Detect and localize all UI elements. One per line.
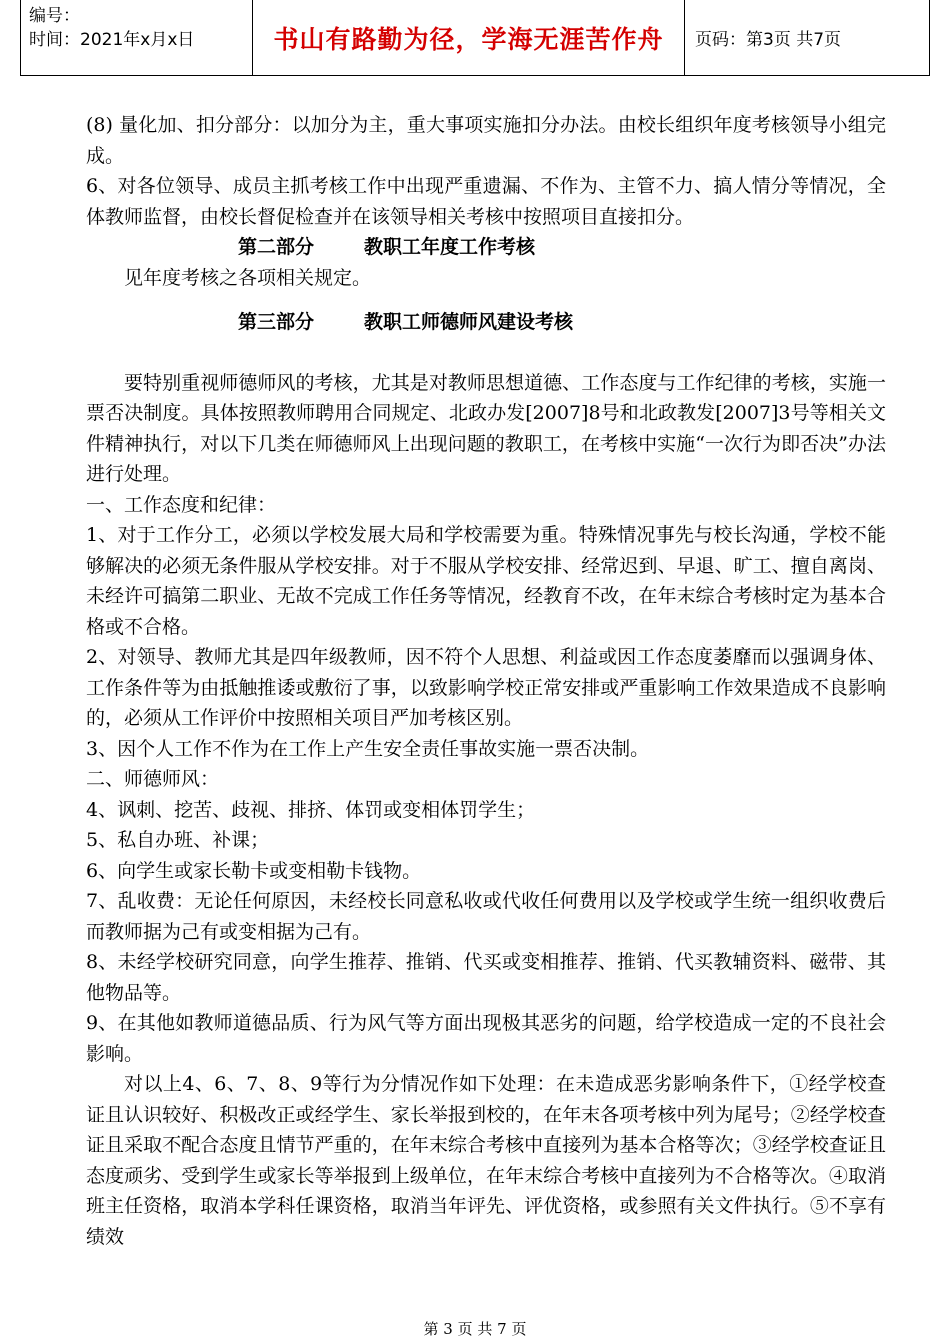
header-motto: 书山有路勤为径，学海无涯苦作舟: [253, 0, 685, 75]
page-footer: 第 3 页 共 7 页: [423, 1320, 527, 1338]
subheading-attitude-discipline: 一、工作态度和纪律：: [86, 493, 277, 516]
list-item-8: 8、未经学校研究同意，向学生推荐、推销、代买或变相推荐、推销、代买教辅资料、磁带、其他物品等。: [86, 951, 886, 1004]
paragraph-item-6-leaders: 6、对各位领导、成员主抓考核工作中出现严重遗漏、不作为、主管不力、搞人情分等情况，全体教师监督，由校长督促检查并在该领导相关考核中按照项目直接扣分。: [86, 175, 886, 228]
paragraph-part-2-body: 见年度考核之各项相关规定。: [124, 266, 372, 289]
part-3-label: 第三部分: [238, 311, 315, 333]
subheading-ethics: 二、师德师风：: [86, 768, 220, 790]
part-2-title: 教职工年度工作考核: [364, 236, 536, 258]
list-item-6: 6、向学生或家长勒卡或变相勒卡钱物。: [86, 859, 422, 882]
paragraph-handling: 对以上4、6、7、8、9等行为分情况作如下处理：在未造成恶劣影响条件下，①经学校查证且认识较好、积极改正或经学生、家长举报到校的，在年末各项考核中列为尾号；②经学校查证且采取不配合态度且情节严重的，在年末综合考核中直接列为基本合格等次；③经学校查证且态度顽劣、受到学生或家长等举报到上级单位，在年末综合考核中直接列为不合格等次。④取消班主任资格，取消本学科任课资格，取消当年评先、评优资格，或参照有关文件执行。⑤不享有绩效: [86, 1073, 886, 1248]
list-item-5: 5、私自办班、补课；: [86, 829, 270, 851]
list-item-3: 3、因个人工作不作为在工作上产生安全责任事故实施一票否决制。: [86, 737, 650, 760]
document-number-label: 编号：: [29, 6, 80, 26]
page-header: [20, 0, 930, 76]
list-item-2: 2、对领导、教师尤其是四年级教师，因不符个人思想、利益或因工作态度萎靡而以强调身体、工作条件等为由抵触推诿或敷衍了事，以致影响学校正常安排或严重影响工作效果造成不良影响的，必须从工作评价中按照相关项目严加考核区别。: [86, 646, 886, 729]
paragraph-quantify: (8) 量化加、扣分部分：以加分为主，重大事项实施扣分办法。由校长组织年度考核领导小组完成。: [86, 114, 886, 167]
list-item-9: 9、在其他如教师道德品质、行为风气等方面出现极其恶劣的问题，给学校造成一定的不良社会影响。: [86, 1012, 886, 1065]
header-meta: [21, 0, 253, 75]
list-item-4: 4、讽刺、挖苦、歧视、排挤、体罚或变相体罚学生；: [86, 798, 536, 821]
header-page-info: 页码：第3页 共7页: [695, 30, 842, 50]
list-item-7: 7、乱收费：无论任何原因，未经校长同意私收或代收任何费用以及学校或学生统一组织收费后而教师据为己有或变相据为己有。: [86, 890, 886, 943]
section-heading-part-3: [86, 307, 886, 338]
part-3-title: 教职工师德师风建设考核: [364, 311, 574, 333]
document-body: [86, 110, 886, 1252]
paragraph-ethics-intro: 要特别重视师德师风的考核，尤其是对教师思想道德、工作态度与工作纪律的考核，实施一票否决制度。具体按照教师聘用合同规定、北政办发[2007]8号和北政教发[2007]3号等相关文件精神执行，对以下几类在师德师风上出现问题的教职工，在考核中实施“一次行为即否决”办法进行处理。: [86, 371, 886, 485]
part-2-label: 第二部分: [238, 236, 315, 258]
list-item-1: 1、对于工作分工，必须以学校发展大局和学校需要为重。特殊情况事先与校长沟通，学校不能够解决的必须无条件服从学校安排。对于不服从学校安排、经常迟到、早退、旷工、擅自离岗、未经许可搞第二职业、无故不完成工作任务等情况，经教育不改，在年末综合考核时定为基本合格或不合格。: [86, 524, 886, 638]
section-heading-part-2: [86, 232, 886, 263]
document-time: 时间：2021年x月x日: [29, 30, 195, 50]
